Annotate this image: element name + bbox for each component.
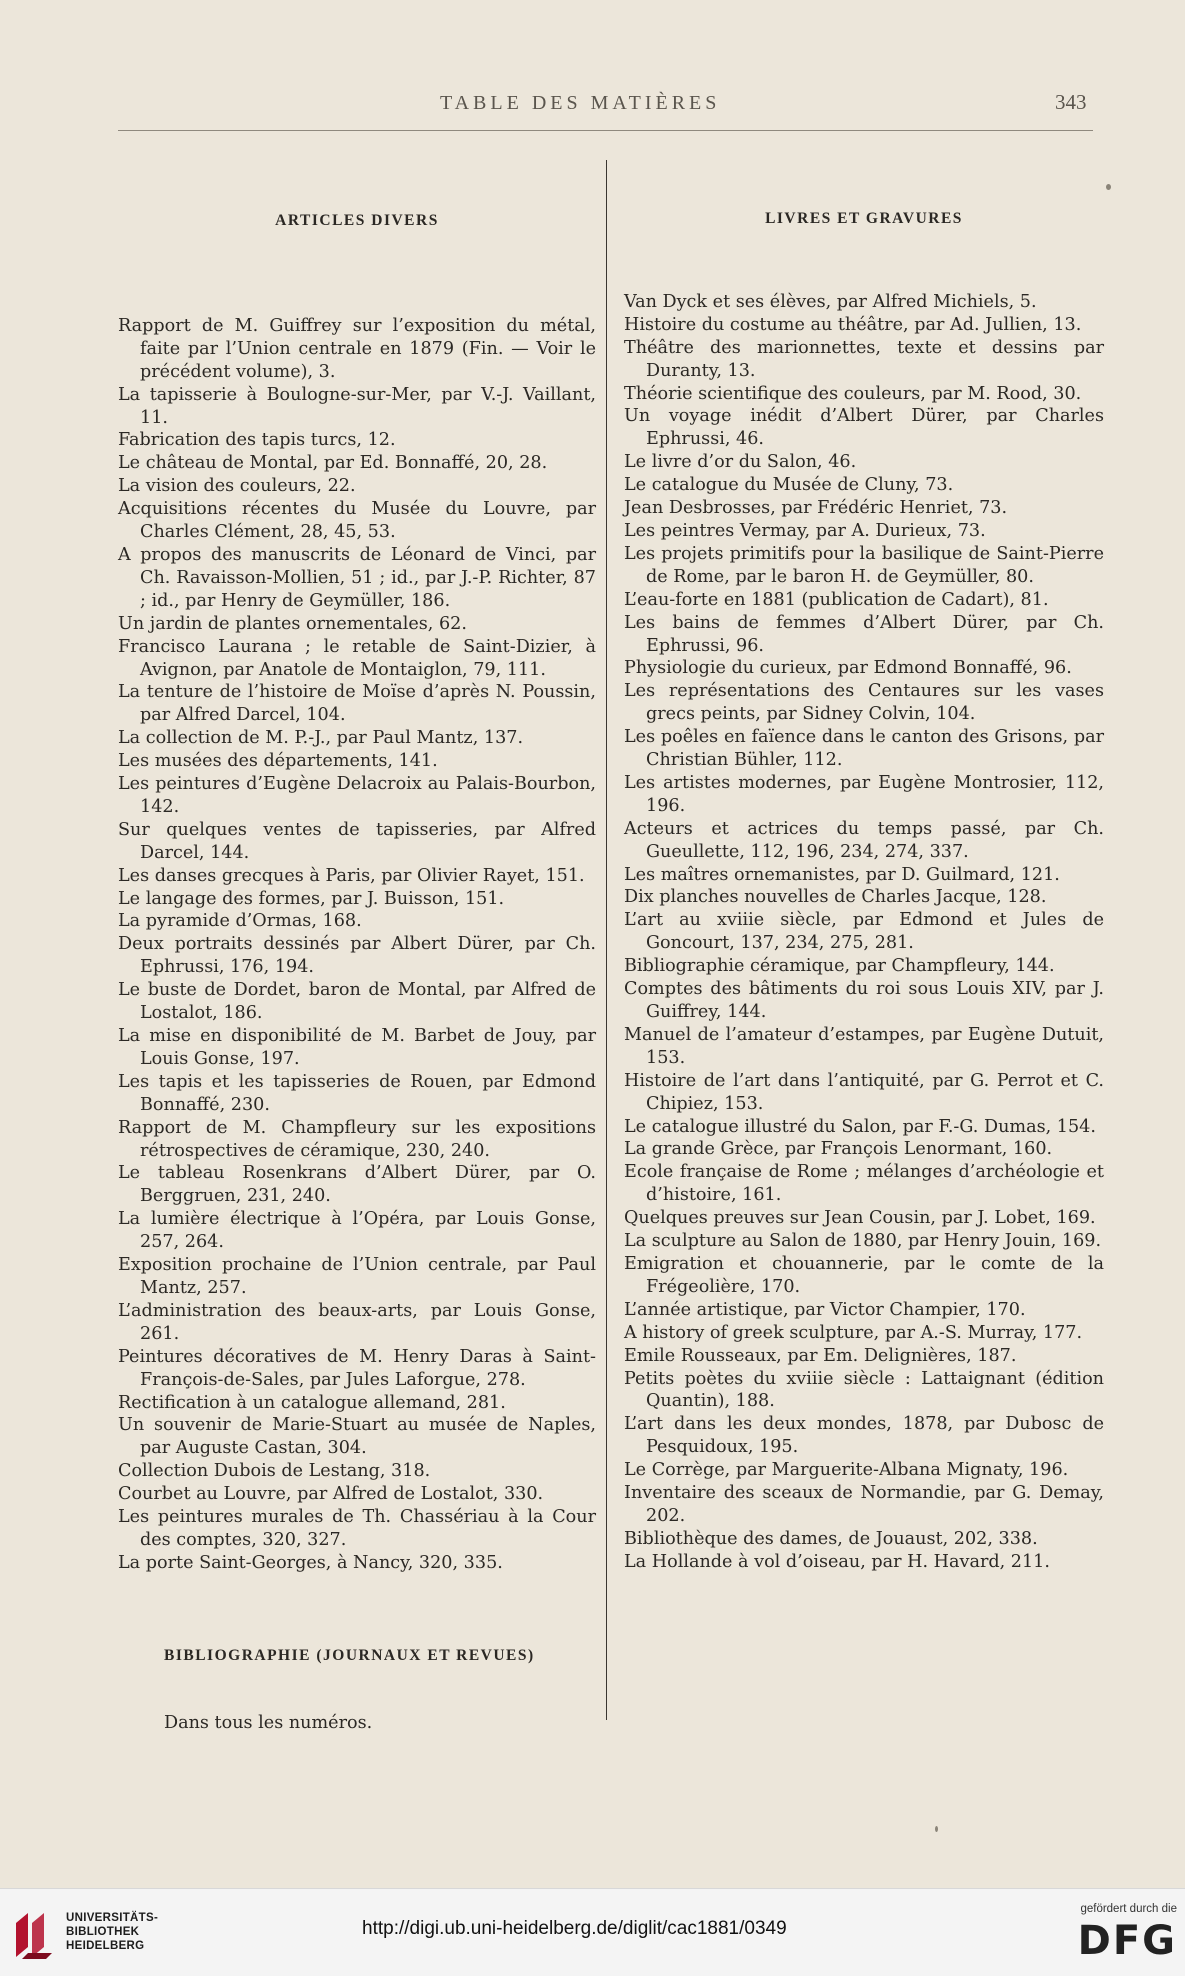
index-entry: Exposition prochaine de l’Union centrale, par Paul Mantz, 257. (118, 1255, 596, 1298)
index-entry: La porte Saint-Georges, à Nancy, 320, 335. (118, 1552, 503, 1573)
index-entry: La tapisserie à Boulogne-sur-Mer, par V.-J. Vaillant, 11. (118, 384, 596, 428)
index-entry: Les projets primitifs pour la basilique de Saint-Pierre de Rome, par le baron H. de Geymüller, 80. (624, 543, 1104, 587)
index-entry: Manuel de l’amateur d’estampes, par Eugène Dutuit, 153. (624, 1024, 1104, 1068)
index-entry: La tenture de l’histoire de Moïse d’après N. Poussin, par Alfred Darcel, 104. (118, 682, 596, 726)
index-entry: Jean Desbrosses, par Frédéric Henriet, 73. (624, 498, 1008, 519)
column-divider (606, 160, 607, 1720)
index-entry: Rapport de M. Guiffrey sur l’exposition du métal, faite par l’Union centrale en 1879 (Fin. — Voir le précédent volume), 3. (118, 315, 596, 382)
index-entry: Les peintures murales de Th. Chassériau à la Cour des comptes, 320, 327. (118, 1507, 596, 1550)
index-entry: Bibliothèque des dames, de Jouaust, 202, 338. (624, 1528, 1038, 1549)
index-entry: Physiologie du curieux, par Edmond Bonnaffé, 96. (624, 658, 1072, 679)
index-entry: Le livre d’or du Salon, 46. (624, 452, 857, 473)
right-column (624, 208, 1104, 1574)
index-entry: Acteurs et actrices du temps passé, par Ch. Gueullette, 112, 196, 234, 274, 337. (624, 818, 1104, 862)
index-entry: La collection de M. P.-J., par Paul Mantz, 137. (118, 728, 524, 749)
articles-divers-heading: ARTICLES DIVERS (275, 212, 439, 229)
index-entry: Le tableau Rosenkrans d’Albert Dürer, par O. Berggruen, 231, 240. (118, 1163, 596, 1207)
livres-list (624, 291, 1104, 1574)
index-entry: La mise en disponibilité de M. Barbet de Jouy, par Louis Gonse, 197. (118, 1026, 596, 1069)
bibliographie-heading: BIBLIOGRAPHIE (JOURNAUX ET REVUES) (164, 1646, 535, 1664)
index-entry: Théorie scientifique des couleurs, par M. Rood, 30. (624, 383, 1082, 404)
index-entry: Le château de Montal, par Ed. Bonnaffé, 20, 28. (118, 453, 548, 474)
index-entry: Les maîtres ornemanistes, par D. Guilmard, 121. (624, 864, 1060, 885)
index-entry: Un souvenir de Marie-Stuart au musée de Naples, par Auguste Castan, 304. (118, 1415, 596, 1459)
index-entry: Théâtre des marionnettes, texte et dessins par Duranty, 13. (624, 337, 1104, 381)
index-entry: Le Corrège, par Marguerite-Albana Mignaty, 196. (624, 1460, 1069, 1481)
index-entry: Les danses grecques à Paris, par Olivier Rayet, 151. (118, 865, 585, 886)
index-entry: Comptes des bâtiments du roi sous Louis XIV, par J. Guiffrey, 144. (624, 979, 1104, 1022)
index-entry: Inventaire des sceaux de Normandie, par G. Demay, 202. (624, 1483, 1104, 1526)
index-entry: Dix planches nouvelles de Charles Jacque, 128. (624, 887, 1047, 908)
index-entry: La Hollande à vol d’oiseau, par H. Havard, 211. (624, 1551, 1050, 1572)
index-entry: A history of greek sculpture, par A.-S. Murray, 177. (624, 1322, 1083, 1343)
paper-speck (935, 1826, 938, 1832)
index-entry: Deux portraits dessinés par Albert Dürer, par Ch. Ephrussi, 176, 194. (118, 934, 596, 978)
index-entry: Les poêles en faïence dans le canton des Grisons, par Christian Bühler, 112. (624, 727, 1104, 771)
index-entry: Un jardin de plantes ornementales, 62. (118, 613, 467, 634)
index-entry: L’art au xviiie siècle, par Edmond et Jules de Goncourt, 137, 234, 275, 281. (624, 910, 1104, 954)
index-entry: Le catalogue illustré du Salon, par F.-G. Dumas, 154. (624, 1116, 1096, 1137)
livres-gravures-heading: LIVRES ET GRAVURES (765, 210, 963, 227)
index-entry: Van Dyck et ses élèves, par Alfred Michiels, 5. (624, 291, 1037, 312)
index-entry: L’année artistique, par Victor Champier, 170. (624, 1299, 1026, 1320)
articles-list (118, 315, 596, 1575)
index-entry: Les représentations des Centaures sur les vases grecs peints, par Sidney Colvin, 104. (624, 681, 1104, 725)
index-entry: La vision des couleurs, 22. (118, 476, 356, 497)
index-entry: Histoire du costume au théâtre, par Ad. Jullien, 13. (624, 314, 1082, 335)
bibliographie-note: Dans tous les numéros. (164, 1712, 373, 1733)
index-entry: Les peintures d’Eugène Delacroix au Palais-Bourbon, 142. (118, 774, 596, 817)
index-entry: Les musées des départements, 141. (118, 751, 438, 772)
index-entry: Courbet au Louvre, par Alfred de Lostalot, 330. (118, 1484, 544, 1505)
permalink-url[interactable]: http://digi.ub.uni-heidelberg.de/diglit/cac1881/0349 (362, 1918, 787, 1939)
index-entry: Acquisitions récentes du Musée du Louvre, par Charles Clément, 28, 45, 53. (118, 499, 596, 543)
viewer-footer (0, 1888, 1185, 1976)
index-entry: Emigration et chouannerie, par le comte de la Frégeolière, 170. (624, 1253, 1104, 1297)
index-entry: Sur quelques ventes de tapisseries, par Alfred Darcel, 144. (118, 819, 596, 863)
index-entry: Collection Dubois de Lestang, 318. (118, 1461, 431, 1482)
index-entry: Francisco Laurana ; le retable de Saint-Dizier, à Avignon, par Anatole de Montaiglon, 79, 111. (118, 636, 596, 680)
index-entry: Fabrication des tapis turcs, 12. (118, 430, 396, 451)
paper-speck (1106, 184, 1111, 190)
funder-block (1052, 1903, 1177, 1964)
index-entry: La pyramide d’Ormas, 168. (118, 911, 362, 932)
university-library-logo-icon (12, 1909, 56, 1961)
left-column (118, 210, 596, 1735)
header-rule (118, 130, 1093, 131)
page-number: 343 (1055, 90, 1087, 114)
index-entry: Le buste de Dordet, baron de Montal, par Alfred de Lostalot, 186. (118, 980, 596, 1024)
funder-caption: gefördert durch die (1080, 1903, 1177, 1915)
index-entry: Ecole française de Rome ; mélanges d’archéologie et d’histoire, 161. (624, 1162, 1104, 1206)
index-entry: Petits poètes du xviiie siècle : Lattaignant (édition Quantin), 188. (624, 1368, 1104, 1412)
index-entry: Peintures décoratives de M. Henry Daras à Saint-François-de-Sales, par Jules Laforgue, 278. (118, 1346, 596, 1390)
index-entry: Le langage des formes, par J. Buisson, 151. (118, 888, 505, 909)
index-entry: La sculpture au Salon de 1880, par Henry Jouin, 169. (624, 1231, 1102, 1252)
index-entry: Les artistes modernes, par Eugène Montrosier, 112, 196. (624, 772, 1104, 816)
dfg-logo: DFG (1077, 1918, 1177, 1964)
index-entry: Histoire de l’art dans l’antiquité, par G. Perrot et C. Chipiez, 153. (624, 1070, 1104, 1114)
index-entry: L’eau-forte en 1881 (publication de Cadart), 81. (624, 589, 1049, 610)
index-entry: Rapport de M. Champfleury sur les expositions rétrospectives de céramique, 230, 240. (118, 1117, 596, 1161)
library-name: UNIVERSITÄTS- BIBLIOTHEK HEIDELBERG (66, 1912, 159, 1952)
index-entry: Le catalogue du Musée de Cluny, 73. (624, 475, 954, 496)
index-entry: Emile Rousseaux, par Em. Delignières, 187. (624, 1345, 1017, 1366)
index-entry: Bibliographie céramique, par Champfleury, 144. (624, 956, 1055, 977)
index-entry: L’art dans les deux mondes, 1878, par Dubosc de Pesquidoux, 195. (624, 1414, 1104, 1458)
index-entry: L’administration des beaux-arts, par Louis Gonse, 261. (118, 1300, 596, 1344)
index-entry: Un voyage inédit d’Albert Dürer, par Charles Ephrussi, 46. (624, 406, 1104, 450)
index-entry: Les peintres Vermay, par A. Durieux, 73. (624, 520, 986, 541)
index-entry: Quelques preuves sur Jean Cousin, par J. Lobet, 169. (624, 1208, 1096, 1229)
index-entry: A propos des manuscrits de Léonard de Vinci, par Ch. Ravaisson-Mollien, 51 ; id., par J.-P. Richter, 87 ; id., par Henry de Geymüller, 186. (118, 544, 596, 611)
index-entry: La grande Grèce, par François Lenormant, 160. (624, 1139, 1053, 1160)
index-entry: Rectification à un catalogue allemand, 281. (118, 1392, 506, 1413)
index-entry: Les bains de femmes d’Albert Dürer, par Ch. Ephrussi, 96. (624, 612, 1104, 656)
running-header-title: TABLE DES MATIÈRES (440, 92, 721, 114)
index-entry: La lumière électrique à l’Opéra, par Louis Gonse, 257, 264. (118, 1209, 596, 1253)
index-entry: Les tapis et les tapisseries de Rouen, par Edmond Bonnaffé, 230. (118, 1071, 596, 1115)
